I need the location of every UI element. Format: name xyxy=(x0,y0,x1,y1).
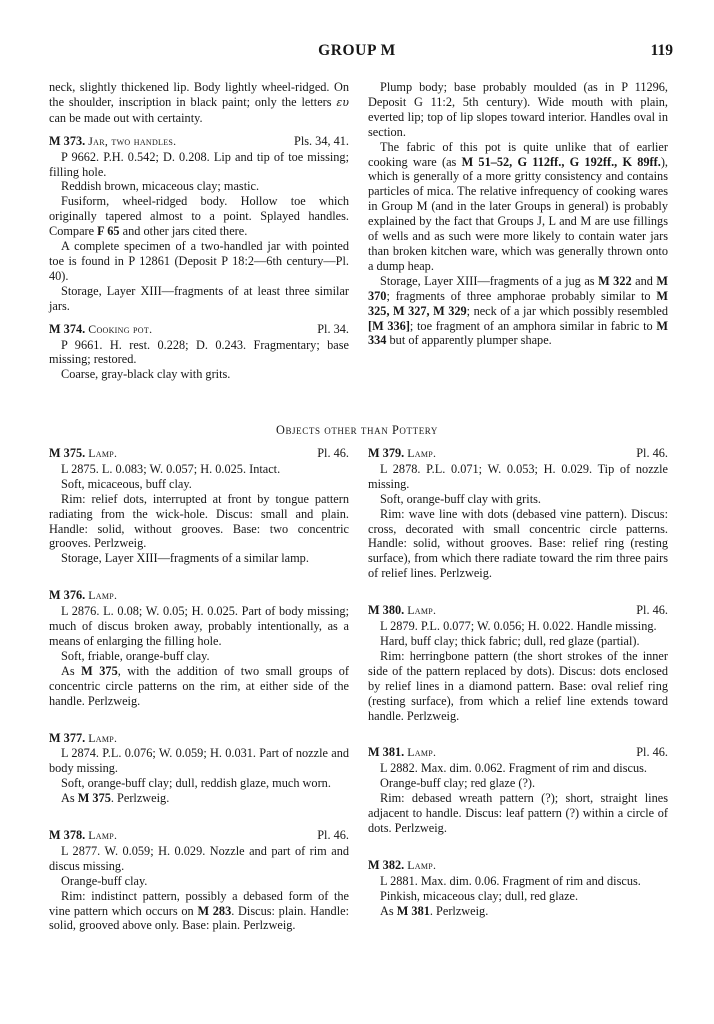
entry-measurements: L 2877. W. 0.059; H. 0.029. Nozzle and part of rim and discus missing. xyxy=(49,843,349,873)
entry-description xyxy=(49,664,349,709)
text-run: F 65 xyxy=(97,224,120,239)
text-run: M 283 xyxy=(197,903,232,918)
text-run: can be made out with certainty. xyxy=(49,110,203,125)
text-run: M 334 xyxy=(368,318,668,348)
intro-paragraph xyxy=(49,80,349,126)
entry-name: Lamp. xyxy=(407,446,437,460)
entry-description xyxy=(368,904,668,919)
text-run: Rim: indistinct pattern, possibly a debased form of the vine pattern which occurs on xyxy=(49,888,349,918)
top-left-column xyxy=(49,80,349,382)
entry-description: Rim: relief dots, interrupted at front by tongue pattern radiating from the wick-hole. Discus: small and plain. Handle: solid, without grooves. Base: two concentric grooves. Perlzweig. xyxy=(49,491,349,551)
text-run: As xyxy=(61,791,75,806)
catalog-number: M 375. xyxy=(49,446,86,460)
text-run: . Perlzweig. xyxy=(429,903,489,918)
text-run: M 322 xyxy=(598,273,632,288)
entry-m379-heading xyxy=(368,446,668,461)
lamps-left-column xyxy=(49,446,349,933)
catalog-number: M 376. xyxy=(49,588,86,603)
text-run: The fabric of this pot is quite unlike that of earlier cooking ware (as xyxy=(368,139,668,169)
text-run: . Discus: plain. Handle: solid, grooved above only. Base: plain. Perlzweig. xyxy=(49,903,349,933)
entry-m380-heading xyxy=(368,603,668,618)
plate-reference: Pl. 46. xyxy=(636,745,668,760)
plate-reference: Pl. 46. xyxy=(636,603,668,618)
entry-measurements: P 9662. P.H. 0.542; D. 0.208. Lip and tip of toe missing; filling hole. xyxy=(49,149,349,179)
entry-measurements: L 2881. Max. dim. 0.06. Fragment of rim and discus. xyxy=(380,873,641,888)
plate-reference: Pls. 34, 41. xyxy=(293,133,349,148)
entry-description: Rim: wave line with dots (debased vine pattern). Discus: cross, decorated with small concentric circle patterns. Handle: solid, without grooves. Base: relief ring (resting surface), from which there radiate toward the rim three pairs of relief lines. Perlzweig. xyxy=(368,506,668,581)
entry-measurements: L 2879. P.L. 0.077; W. 0.056; H. 0.022. Handle missing. xyxy=(380,619,657,634)
entry-description: Rim: debased wreath pattern (?); short, straight lines adjacent to handle. Discus: leaf pattern (?) within a circle of dots. Perlzweig. xyxy=(368,791,668,835)
section-title: Objects other than Pottery xyxy=(275,423,439,437)
greek-inscription: ευ xyxy=(336,95,349,109)
entry-fabric: Orange-buff clay. xyxy=(61,873,148,888)
catalog-number: M 381. xyxy=(368,745,405,760)
text-run: As xyxy=(61,663,75,678)
entry-fabric: Pinkish, micaceous clay; dull, red glaze. xyxy=(380,888,579,903)
text-run: and xyxy=(635,273,653,288)
text-run: , with the addition of two small groups of concentric circle patterns on the rim, at either side of the handle. Perlzweig. xyxy=(49,663,349,708)
plate-reference: Pl. 34. xyxy=(317,321,349,336)
text-run: M 375 xyxy=(77,791,111,806)
entry-name: Lamp. xyxy=(88,730,118,745)
text-run: M 381 xyxy=(396,903,430,918)
lamps-right-column xyxy=(368,446,668,918)
catalog-number: M 379. xyxy=(368,446,405,460)
plate-reference: Pl. 46. xyxy=(317,828,349,843)
entry-description xyxy=(49,194,349,239)
entry-fabric: Orange-buff clay; red glaze (?). xyxy=(380,776,536,791)
entry-fabric: Soft, orange-buff clay with grits. xyxy=(380,491,541,506)
entry-m373-heading xyxy=(49,134,349,149)
entry-name: Cooking pot. xyxy=(88,321,153,336)
text-run: Fusiform, wheel-ridged body. Hollow toe which originally tapered almost to a point. Splayed handles. Compare xyxy=(49,194,349,239)
top-right-column xyxy=(368,80,668,348)
entry-storage: Storage, Layer XIII—fragments of a similar lamp. xyxy=(61,551,309,566)
text-run: neck, slightly thickened lip. Body lightly wheel-ridged. On the shoulder, inscription in black paint; only the letters xyxy=(49,80,349,109)
entry-fabric: Reddish brown, micaceous clay; mastic. xyxy=(61,179,260,194)
entry-m375-heading xyxy=(49,446,349,461)
entry-measurements: L 2876. L. 0.08; W. 0.05; H. 0.025. Part of body missing; much of discus broken away, probably intentionally, as a means of enlarging the filling hole. xyxy=(49,604,349,648)
entry-fabric: Hard, buff clay; thick fabric; dull, red glaze (partial). xyxy=(380,633,640,648)
catalog-number: M 380. xyxy=(368,603,405,618)
text-run: ), which is generally of a more gritty consistency and contains particles of mica. The relative infrequency of cooking wares in Group M (and in the later Groups in general) is probably explained by the fact that Groups J, L and M are use fillings of wells and as such were more likely to contain water jars than broken kitchen ware, which was generally thrown onto a dump heap. xyxy=(368,154,668,273)
entry-name: Lamp. xyxy=(407,603,437,618)
plate-reference: Pl. 46. xyxy=(317,446,349,460)
running-header-title: GROUP M xyxy=(318,42,396,59)
entry-name: Lamp. xyxy=(407,745,437,760)
entry-fabric: Soft, micaceous, buff clay. xyxy=(61,476,192,491)
text-run: M 325, M 327, M 329 xyxy=(368,288,668,318)
text-run: M 370 xyxy=(368,273,668,303)
entry-name: Jar, two handles. xyxy=(88,133,177,148)
text-run: . Perlzweig. xyxy=(110,791,170,806)
entry-description xyxy=(49,791,349,806)
text-run: As xyxy=(380,903,394,918)
entry-storage: Storage, Layer XIII—fragments of at least three similar jars. xyxy=(49,283,349,313)
entry-name: Lamp. xyxy=(88,446,118,460)
entry-fabric: Soft, friable, orange-buff clay. xyxy=(61,648,210,663)
text-run: [M 336] xyxy=(368,318,410,333)
entry-name: Lamp. xyxy=(88,588,118,603)
m374-storage xyxy=(368,274,668,349)
entry-m376-heading xyxy=(49,588,349,603)
entry-m374-heading xyxy=(49,322,349,337)
catalog-number: M 373. xyxy=(49,133,86,148)
entry-measurements: L 2878. P.L. 0.071; W. 0.053; H. 0.029. Tip of nozzle missing. xyxy=(368,461,668,491)
entry-m378-heading xyxy=(49,828,349,843)
plate-reference: Pl. 46. xyxy=(636,446,668,460)
m374-fabric-discussion xyxy=(368,140,668,274)
text-run: and other jars cited there. xyxy=(122,224,248,239)
entry-measurements: L 2882. Max. dim. 0.062. Fragment of rim and discus. xyxy=(380,761,647,776)
entry-comparison: A complete specimen of a two-handled jar with pointed toe is found in P 12861 (Deposit P 18:2—6th century—Pl. 40). xyxy=(49,239,349,283)
catalog-number: M 377. xyxy=(49,730,86,745)
entry-fabric: Soft, orange-buff clay; dull, reddish glaze, much worn. xyxy=(61,776,331,791)
text-run: ; toe fragment of an amphora similar in fabric to xyxy=(409,318,653,333)
m374-body-paragraph: Plump body; base probably moulded (as in P 11296, Deposit G 11:2, 5th century). Wide mouth with plain, everted lip; top of lip slopes toward interior. Handles oval in section. xyxy=(368,80,668,139)
entry-measurements: L 2874. P.L. 0.076; W. 0.059; H. 0.031. Part of nozzle and body missing. xyxy=(49,746,349,776)
entry-m381-heading xyxy=(368,745,668,760)
text-run: ; fragments of three amphorae probably similar to xyxy=(386,288,651,303)
entry-measurements: P 9661. H. rest. 0.228; D. 0.243. Fragmentary; base missing; restored. xyxy=(49,337,349,367)
entry-m377-heading xyxy=(49,731,349,746)
text-run: Storage, Layer XIII—fragments of a jug as xyxy=(380,273,595,288)
entry-m382-heading xyxy=(368,858,668,873)
text-run: M 375 xyxy=(81,663,118,678)
catalog-number: M 378. xyxy=(49,828,86,843)
entry-description xyxy=(49,889,349,934)
page-number: 119 xyxy=(650,42,673,59)
entry-fabric: Coarse, gray-black clay with grits. xyxy=(61,367,231,382)
entry-measurements: L 2875. L. 0.083; W. 0.057; H. 0.025. Intact. xyxy=(61,461,281,476)
entry-name: Lamp. xyxy=(407,857,437,872)
entry-name: Lamp. xyxy=(88,828,118,843)
text-run: ; neck of a jar which possibly resembled xyxy=(466,303,668,318)
catalog-number: M 374. xyxy=(49,321,86,336)
text-run: but of apparently plumper shape. xyxy=(389,333,552,348)
catalog-number: M 382. xyxy=(368,857,405,872)
entry-description: Rim: herringbone pattern (the short strokes of the inner side of the pattern replaced by dots). Discus: dots enclosed by relief lines in a diamond pattern. Base: oval relief ring (resting surface), from which a relief line extends toward handle. Perlzweig. xyxy=(368,648,668,723)
text-run: M 51–52, G 112ff., G 192ff., K 89ff. xyxy=(461,154,661,169)
